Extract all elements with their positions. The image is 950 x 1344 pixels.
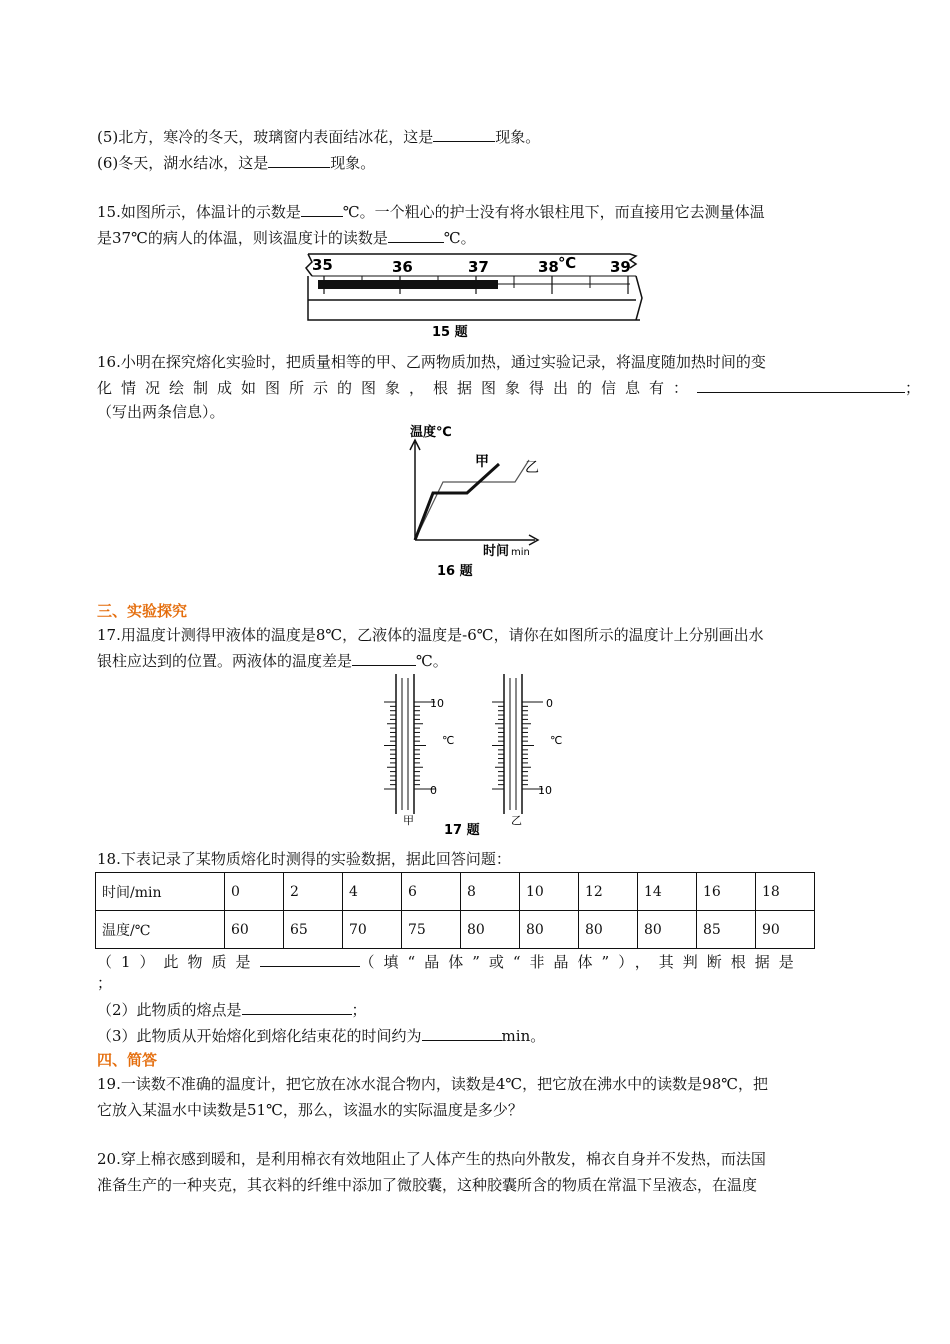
table-cell: 14 xyxy=(638,873,697,911)
table-cell: 60 xyxy=(225,911,284,949)
q20-line1: 20.穿上棉衣感到暖和，是利用棉衣有效地阻止了人体产生的热向外散发，棉衣自身并不发热，而法国 xyxy=(97,1150,766,1168)
q15-text2: 是37℃的病人的体温，则该温度计的读数是 xyxy=(97,229,388,247)
table-cell: 4 xyxy=(343,873,402,911)
q14-item5-text: (5)北方，寒冷的冬天，玻璃窗内表面结冰花，这是 xyxy=(97,128,434,146)
scale-label-39: 39 xyxy=(610,258,631,276)
q17-suffix: ℃。 xyxy=(416,652,448,670)
q18-item3-suffix: min。 xyxy=(501,1027,546,1045)
yi-unit: ℃ xyxy=(550,734,563,747)
figure-caption: 16 题 xyxy=(437,564,473,579)
graph-y-label: 温度℃ xyxy=(410,425,452,440)
answer-blank[interactable] xyxy=(242,1000,352,1015)
q15-line1 xyxy=(97,201,765,223)
q16-line3: （写出两条信息）。 xyxy=(97,403,225,421)
liquid-thermometers-figure[interactable] xyxy=(370,672,580,840)
q16-line2 xyxy=(97,377,920,399)
table-cell: 6 xyxy=(402,873,461,911)
q15-text: 15.如图所示，体温计的示数是 xyxy=(97,203,301,221)
answer-blank[interactable] xyxy=(260,952,360,967)
q18-item2-suffix: ； xyxy=(351,1001,367,1019)
q14-item6-text: (6)冬天，湖水结冰，这是 xyxy=(97,154,269,172)
jia-unit: ℃ xyxy=(442,734,455,747)
q15-suffix: ℃。 xyxy=(443,229,476,247)
series-jia-line xyxy=(415,464,499,540)
jia-name: 甲 xyxy=(403,814,414,827)
q18-item3 xyxy=(97,1025,545,1047)
thermometer-yi[interactable] xyxy=(492,674,543,814)
table-row xyxy=(96,911,815,949)
jia-top-label: 10 xyxy=(430,697,444,710)
table-cell: 8 xyxy=(461,873,520,911)
table-cell: 2 xyxy=(284,873,343,911)
q17-text: 银柱应达到的位置。两液体的温度差是 xyxy=(97,652,353,670)
q20-line2: 准备生产的一种夹克，其衣料的纤维中添加了微胶囊，这种胶囊所含的物质在常温下呈液态，在温度 xyxy=(97,1176,758,1194)
answer-blank[interactable] xyxy=(422,1026,502,1041)
section-heading-experiment: 三、实验探究 xyxy=(97,602,188,620)
yi-top-label: 0 xyxy=(546,697,553,710)
answer-blank[interactable] xyxy=(388,228,444,243)
table-cell: 75 xyxy=(402,911,461,949)
table-cell: 90 xyxy=(756,911,815,949)
melting-data-table xyxy=(95,872,815,949)
graph-x-label: 时间 xyxy=(483,544,510,559)
table-cell: 18 xyxy=(756,873,815,911)
q16-line1: 16.小明在探究熔化实验时，把质量相等的甲、乙两物质加热，通过实验记录，将温度随加热时间的变 xyxy=(97,353,766,371)
clinical-thermometer-figure xyxy=(300,250,645,340)
answer-blank[interactable] xyxy=(268,153,330,168)
jia-bottom-label: 0 xyxy=(430,784,437,797)
table-row-header: 温度/℃ xyxy=(96,911,225,949)
q14-item6 xyxy=(97,152,375,174)
table-row-header: 时间/min xyxy=(96,873,225,911)
table-cell: 85 xyxy=(697,911,756,949)
series-yi-line xyxy=(415,460,529,540)
q19-line2: 它放入某温水中读数是51℃，那么，该温水的实际温度是多少？ xyxy=(97,1101,523,1119)
section-heading-short-answer: 四、简答 xyxy=(97,1051,158,1069)
answer-blank[interactable] xyxy=(433,127,495,142)
answer-blank[interactable] xyxy=(352,651,416,666)
melting-graph-figure xyxy=(405,420,545,580)
q18-item1-text: （1）此物质是 xyxy=(97,953,260,971)
thermometer-jia[interactable] xyxy=(384,674,435,814)
table-row xyxy=(96,873,815,911)
q19-line1: 19.一读数不准确的温度计，把它放在冰水混合物内，读数是4℃，把它放在沸水中的读数是98℃，把 xyxy=(97,1075,769,1093)
table-cell: 65 xyxy=(284,911,343,949)
mercury-column xyxy=(318,280,498,289)
q18-item2-text: （2）此物质的熔点是 xyxy=(97,1001,242,1019)
yi-bottom-label: 10 xyxy=(538,784,552,797)
table-cell: 80 xyxy=(461,911,520,949)
q18-item3-text: （3）此物质从开始熔化到熔化结束花的时间约为 xyxy=(97,1027,422,1045)
q18-item1 xyxy=(97,951,803,973)
figure-caption: 15 题 xyxy=(432,325,468,340)
table-cell: 12 xyxy=(579,873,638,911)
answer-blank[interactable] xyxy=(697,378,905,393)
table-cell: 70 xyxy=(343,911,402,949)
q16-text: 化情况绘制成如图所示的图象，根据图象得出的信息有： xyxy=(97,379,698,397)
scale-label-38: 38 xyxy=(538,258,559,276)
scale-label-37: 37 xyxy=(468,258,489,276)
answer-blank[interactable] xyxy=(301,202,343,217)
graph-x-unit: min xyxy=(511,547,530,558)
table-cell: 80 xyxy=(638,911,697,949)
figure-caption: 17 题 xyxy=(444,823,480,838)
table-cell: 0 xyxy=(225,873,284,911)
q18-item1-end: ； xyxy=(97,974,113,992)
q17-line1: 17.用温度计测得甲液体的温度是8℃，乙液体的温度是-6℃，请你在如图所示的温度计上分别画出水 xyxy=(97,626,764,644)
q17-line2 xyxy=(97,650,448,672)
q18-item2 xyxy=(97,999,367,1021)
q16-suffix: ； xyxy=(905,379,921,397)
table-cell: 80 xyxy=(579,911,638,949)
q15-text-cont: ℃。一个粗心的护士没有将水银柱甩下，而直接用它去测量体温 xyxy=(342,203,765,221)
yi-name: 乙 xyxy=(511,814,522,827)
q14-item6-suffix: 现象。 xyxy=(330,154,376,172)
q15-line2 xyxy=(97,227,476,249)
q14-item5-suffix: 现象。 xyxy=(495,128,541,146)
table-cell: 80 xyxy=(520,911,579,949)
unit-label: ℃ xyxy=(558,254,577,272)
table-cell: 16 xyxy=(697,873,756,911)
series-yi-label: 乙 xyxy=(525,460,539,476)
series-jia-label: 甲 xyxy=(475,454,489,470)
q14-item5 xyxy=(97,126,540,148)
scale-label-36: 36 xyxy=(392,258,413,276)
table-cell: 10 xyxy=(520,873,579,911)
scale-label-35: 35 xyxy=(312,256,333,274)
q18-intro: 18.下表记录了某物质熔化时测得的实验数据，据此回答问题： xyxy=(97,850,511,868)
q18-item1-suffix: （填“晶体”或“非晶体”），其判断根据是 xyxy=(359,953,803,971)
